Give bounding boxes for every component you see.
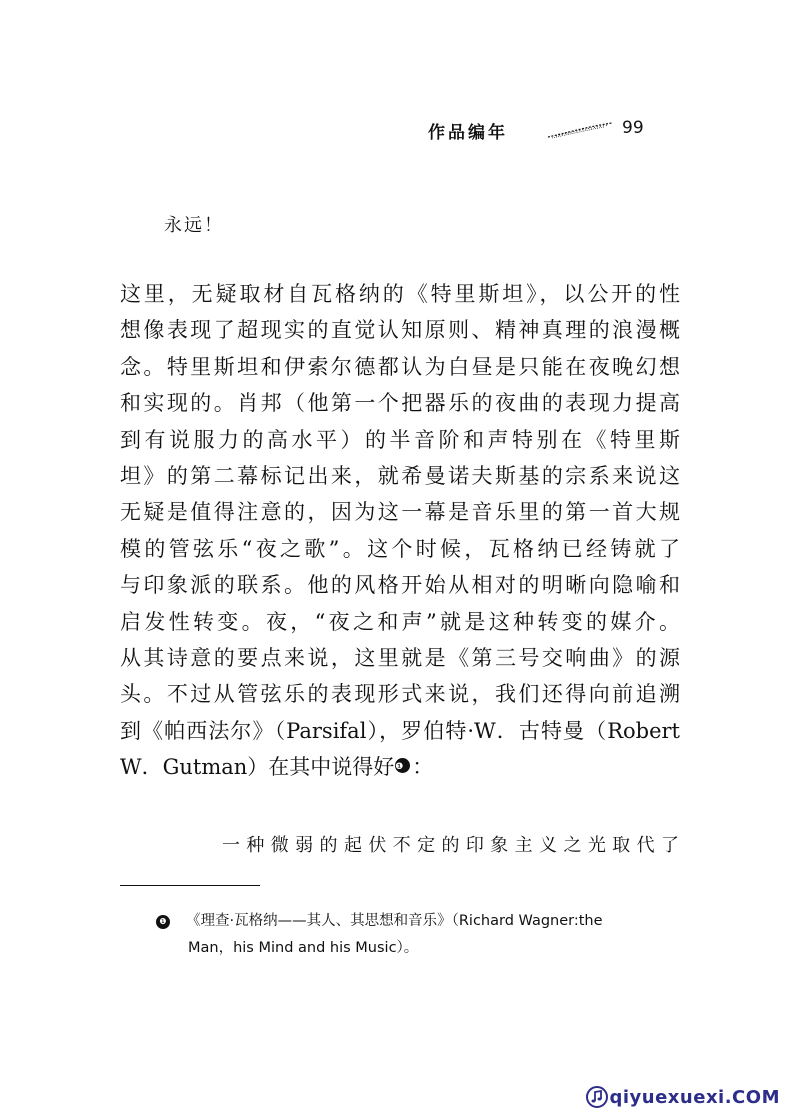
footnote-marker-symbol: ❶: [159, 917, 167, 926]
continued-verse-line: 永远！: [164, 215, 224, 236]
footnote-line: Man，his Mind and his Music）。: [188, 940, 419, 956]
body-line: 坦》的第二幕标记出来，就希曼诺夫斯基的宗系来说这: [120, 463, 680, 488]
body-last-line-text: W．Gutman）在其中说得好: [120, 755, 395, 780]
running-title: 作品编年: [428, 123, 508, 143]
watermark-text: qiyuexuexi.COM: [609, 1086, 780, 1108]
footnote-marker: [156, 915, 170, 929]
body-line: 无疑是值得注意的，因为这一幕是音乐里的第一首大规: [120, 500, 680, 525]
body-line: 启发性转变。夜，“夜之和声”就是这种转变的媒介。: [120, 609, 680, 634]
footnote-reference-symbol: ❶: [395, 762, 404, 773]
footnote-reference-marker[interactable]: [395, 758, 410, 773]
body-last-line: [120, 749, 680, 785]
body-line: 到有说服力的高水平）的半音阶和声特别在《特里斯: [120, 427, 680, 452]
page-header: [428, 118, 668, 148]
body-line: 到《帕西法尔》（Parsifal），罗伯特·W．古特曼（Robert: [120, 718, 680, 743]
body-line: 模的管弦乐“夜之歌”。这个时候，瓦格纳已经铸就了: [120, 536, 680, 561]
page-number: 99: [622, 118, 644, 138]
footnote: [160, 908, 680, 962]
body-line: 从其诗意的要点来说，这里就是《第三号交响曲》的源: [120, 645, 680, 670]
body-line: 念。特里斯坦和伊索尔德都认为白昼是只能在夜晚幻想: [120, 354, 680, 379]
body-line: 想像表现了超现实的直觉认知原则、精神真理的浪漫概: [120, 318, 680, 343]
block-quote-line: 一种微弱的起伏不定的印象主义之光取代了: [222, 835, 680, 856]
body-last-line-colon: ：: [412, 755, 434, 780]
body-line: 与印象派的联系。他的风格开始从相对的明晰向隐喻和: [120, 573, 680, 598]
music-note-logo-icon: [586, 1086, 608, 1108]
body-line: 这里，无疑取材自瓦格纳的《特里斯坦》，以公开的性: [120, 282, 680, 306]
body-line: 和实现的。肖邦（他第一个把器乐的夜曲的表现力提高: [120, 391, 680, 416]
footnote-line: 《理查·瓦格纳——其人、其思想和音乐》（Richard Wagner:the: [186, 913, 603, 929]
body-paragraph: [120, 276, 680, 785]
site-watermark: [586, 1086, 781, 1108]
footnote-divider: [120, 885, 260, 886]
body-line: 头。不过从管弦乐的表现形式来说，我们还得向前追溯: [120, 682, 680, 707]
header-ornament-icon: [546, 121, 616, 141]
